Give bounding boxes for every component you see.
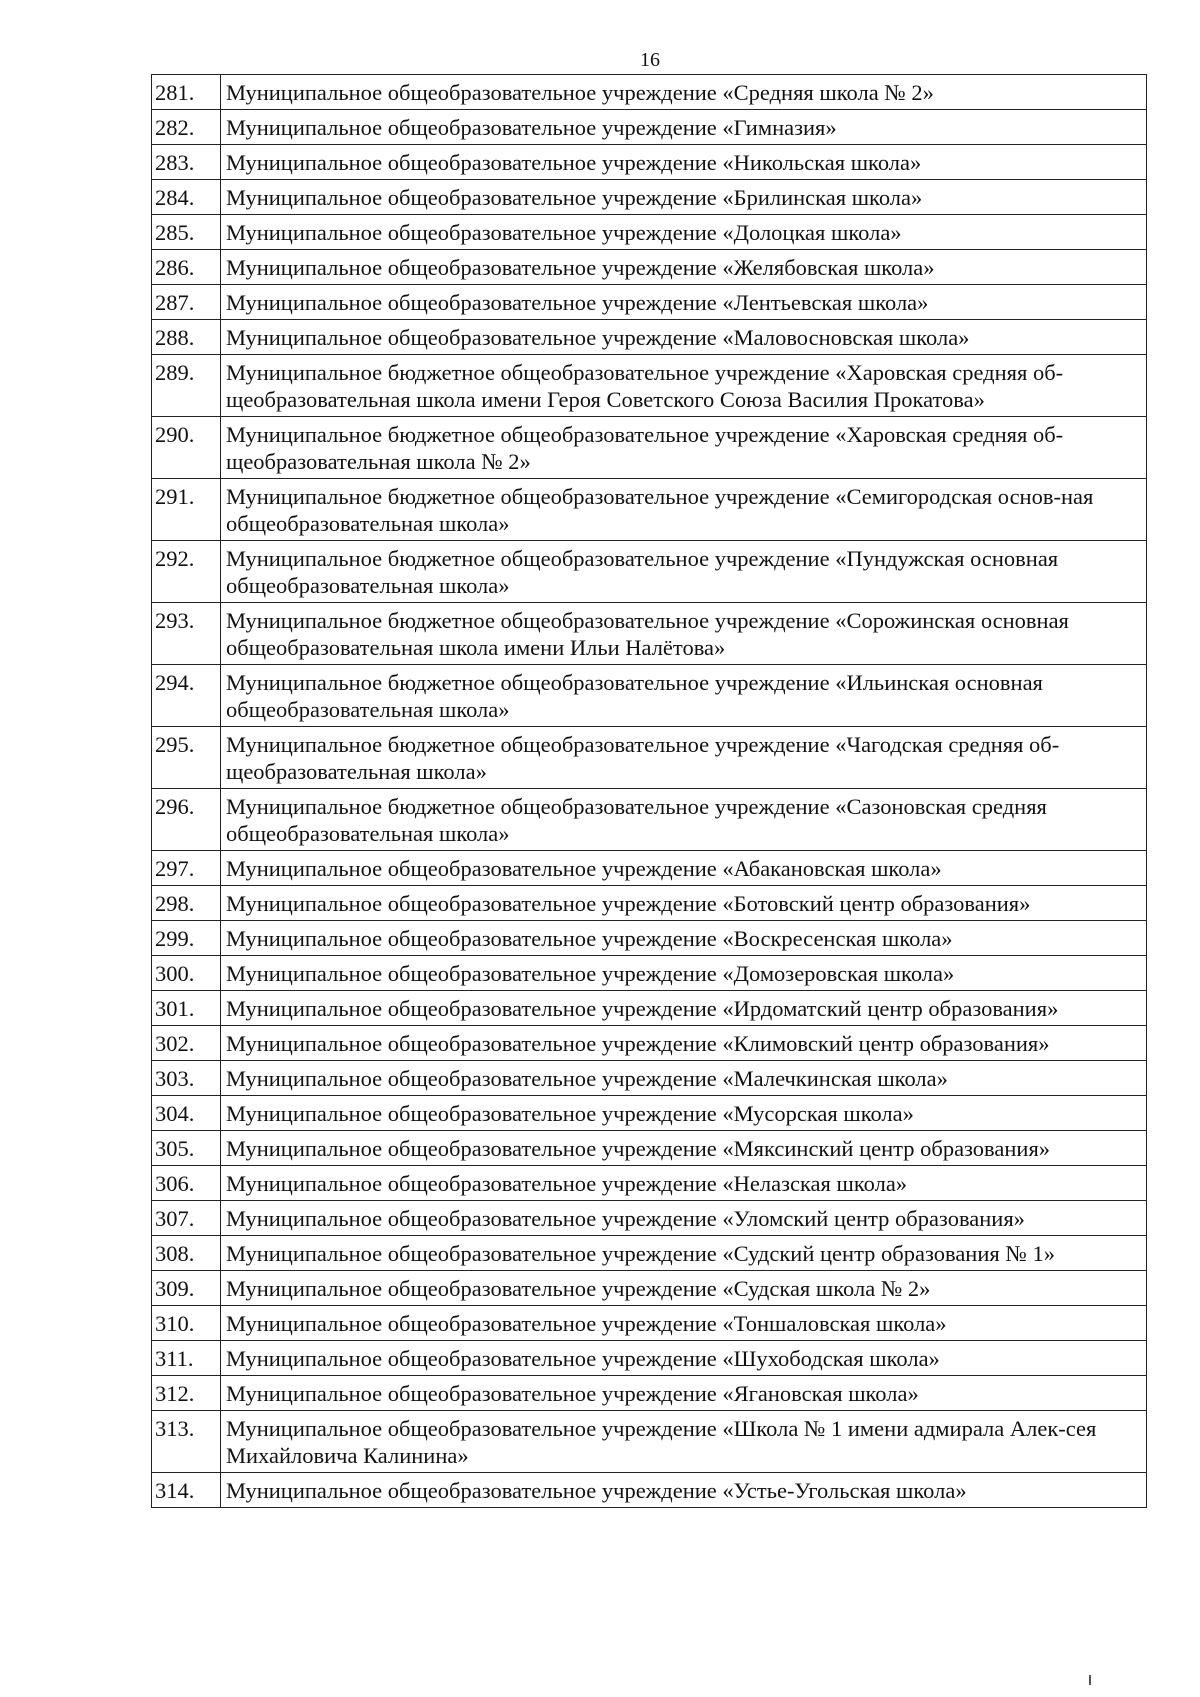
- institution-name: Муниципальное общеобразовательное учреждение «Долоцкая школа»: [221, 215, 1147, 250]
- institution-name: Муниципальное общеобразовательное учреждение «Лентьевская школа»: [221, 285, 1147, 320]
- row-number: 295.: [152, 727, 221, 789]
- row-number: 308.: [152, 1236, 221, 1271]
- page-number: 16: [640, 49, 660, 71]
- row-number: 301.: [152, 991, 221, 1026]
- institution-name: Муниципальное общеобразовательное учреждение «Уломский центр образования»: [221, 1201, 1147, 1236]
- row-number: 284.: [152, 180, 221, 215]
- row-number: 296.: [152, 789, 221, 851]
- institution-name: Муниципальное бюджетное общеобразовательное учреждение «Ильинская основная общеобразовательная школа»: [221, 665, 1147, 727]
- row-number: 293.: [152, 603, 221, 665]
- institution-name: Муниципальное бюджетное общеобразовательное учреждение «Харовская средняя об-щеобразовательная школа № 2»: [221, 417, 1147, 479]
- institution-name: Муниципальное бюджетное общеобразовательное учреждение «Сазоновская средняя общеобразовательная школа»: [221, 789, 1147, 851]
- row-number: 291.: [152, 479, 221, 541]
- institution-name: Муниципальное общеобразовательное учреждение «Желябовская школа»: [221, 250, 1147, 285]
- institution-name: Муниципальное общеобразовательное учреждение «Воскресенская школа»: [221, 921, 1147, 956]
- institution-name: Муниципальное общеобразовательное учреждение «Брилинская школа»: [221, 180, 1147, 215]
- table-row: [152, 956, 1147, 991]
- institution-name: Муниципальное общеобразовательное учреждение «Судская школа № 2»: [221, 1271, 1147, 1306]
- row-number: 309.: [152, 1271, 221, 1306]
- row-number: 304.: [152, 1096, 221, 1131]
- row-number: 292.: [152, 541, 221, 603]
- table-row: [152, 851, 1147, 886]
- institutions-table: [151, 74, 1147, 1508]
- table-body: [152, 75, 1147, 1508]
- row-number: 307.: [152, 1201, 221, 1236]
- table-row: [152, 180, 1147, 215]
- row-number: 290.: [152, 417, 221, 479]
- row-number: 302.: [152, 1026, 221, 1061]
- institution-name: Муниципальное общеобразовательное учреждение «Абакановская школа»: [221, 851, 1147, 886]
- table-row: [152, 921, 1147, 956]
- table-row: [152, 479, 1147, 541]
- table-row: [152, 1236, 1147, 1271]
- table-row: [152, 1131, 1147, 1166]
- row-number: 282.: [152, 110, 221, 145]
- table-row: [152, 355, 1147, 417]
- institution-name: Муниципальное общеобразовательное учреждение «Мяксинский центр образования»: [221, 1131, 1147, 1166]
- institution-name: Муниципальное общеобразовательное учреждение «Домозеровская школа»: [221, 956, 1147, 991]
- table-row: [152, 1096, 1147, 1131]
- row-number: 281.: [152, 75, 221, 110]
- row-number: 312.: [152, 1376, 221, 1411]
- institution-name: Муниципальное общеобразовательное учреждение «Устье-Угольская школа»: [221, 1473, 1147, 1508]
- institution-name: Муниципальное общеобразовательное учреждение «Тоншаловская школа»: [221, 1306, 1147, 1341]
- table-row: [152, 75, 1147, 110]
- table-row: [152, 1376, 1147, 1411]
- institution-name: Муниципальное общеобразовательное учреждение «Климовский центр образования»: [221, 1026, 1147, 1061]
- institution-name: Муниципальное общеобразовательное учреждение «Гимназия»: [221, 110, 1147, 145]
- institution-name: Муниципальное общеобразовательное учреждение «Ягановская школа»: [221, 1376, 1147, 1411]
- institution-name: Муниципальное общеобразовательное учреждение «Никольская школа»: [221, 145, 1147, 180]
- table-row: [152, 1201, 1147, 1236]
- institution-name: Муниципальное бюджетное общеобразовательное учреждение «Сорожинская основная общеобразовательная школа имени Ильи Налётова»: [221, 603, 1147, 665]
- row-number: 299.: [152, 921, 221, 956]
- table-row: [152, 1306, 1147, 1341]
- row-number: 310.: [152, 1306, 221, 1341]
- row-number: 294.: [152, 665, 221, 727]
- institution-name: Муниципальное бюджетное общеобразовательное учреждение «Чагодская средняя об-щеобразовательная школа»: [221, 727, 1147, 789]
- table-row: [152, 1341, 1147, 1376]
- table-row: [152, 727, 1147, 789]
- institution-name: Муниципальное общеобразовательное учреждение «Школа № 1 имени адмирала Алек-сея Михайловича Калинина»: [221, 1411, 1147, 1473]
- table-row: [152, 991, 1147, 1026]
- row-number: 288.: [152, 320, 221, 355]
- institution-name: Муниципальное общеобразовательное учреждение «Ирдоматский центр образования»: [221, 991, 1147, 1026]
- institution-name: Муниципальное общеобразовательное учреждение «Малечкинская школа»: [221, 1061, 1147, 1096]
- row-number: 303.: [152, 1061, 221, 1096]
- table-row: [152, 1166, 1147, 1201]
- row-number: 300.: [152, 956, 221, 991]
- table-row: [152, 665, 1147, 727]
- row-number: 283.: [152, 145, 221, 180]
- institution-name: Муниципальное общеобразовательное учреждение «Нелазская школа»: [221, 1166, 1147, 1201]
- institution-name: Муниципальное общеобразовательное учреждение «Шухободская школа»: [221, 1341, 1147, 1376]
- institution-name: Муниципальное бюджетное общеобразовательное учреждение «Пундужская основная общеобразовательная школа»: [221, 541, 1147, 603]
- table-row: [152, 1411, 1147, 1473]
- row-number: 314.: [152, 1473, 221, 1508]
- institution-name: Муниципальное общеобразовательное учреждение «Судский центр образования № 1»: [221, 1236, 1147, 1271]
- table-row: [152, 145, 1147, 180]
- institution-name: Муниципальное общеобразовательное учреждение «Средняя школа № 2»: [221, 75, 1147, 110]
- institution-name: Муниципальное бюджетное общеобразовательное учреждение «Семигородская основ-ная общеобразовательная школа»: [221, 479, 1147, 541]
- row-number: 313.: [152, 1411, 221, 1473]
- table-row: [152, 1473, 1147, 1508]
- table-row: [152, 886, 1147, 921]
- institution-name: Муниципальное общеобразовательное учреждение «Маловосновская школа»: [221, 320, 1147, 355]
- scan-mark: [1089, 1675, 1091, 1685]
- institution-name: Муниципальное бюджетное общеобразовательное учреждение «Харовская средняя об-щеобразовательная школа имени Героя Советского Союза Василия Прокатова»: [221, 355, 1147, 417]
- table-row: [152, 285, 1147, 320]
- table-row: [152, 110, 1147, 145]
- row-number: 297.: [152, 851, 221, 886]
- table-row: [152, 320, 1147, 355]
- table-row: [152, 603, 1147, 665]
- table-row: [152, 541, 1147, 603]
- table-row: [152, 1026, 1147, 1061]
- row-number: 305.: [152, 1131, 221, 1166]
- table-row: [152, 215, 1147, 250]
- row-number: 311.: [152, 1341, 221, 1376]
- row-number: 306.: [152, 1166, 221, 1201]
- table-row: [152, 1061, 1147, 1096]
- row-number: 285.: [152, 215, 221, 250]
- row-number: 287.: [152, 285, 221, 320]
- table-row: [152, 789, 1147, 851]
- row-number: 286.: [152, 250, 221, 285]
- row-number: 298.: [152, 886, 221, 921]
- table-row: [152, 417, 1147, 479]
- row-number: 289.: [152, 355, 221, 417]
- table-row: [152, 250, 1147, 285]
- table-row: [152, 1271, 1147, 1306]
- institution-name: Муниципальное общеобразовательное учреждение «Мусорская школа»: [221, 1096, 1147, 1131]
- institution-name: Муниципальное общеобразовательное учреждение «Ботовский центр образования»: [221, 886, 1147, 921]
